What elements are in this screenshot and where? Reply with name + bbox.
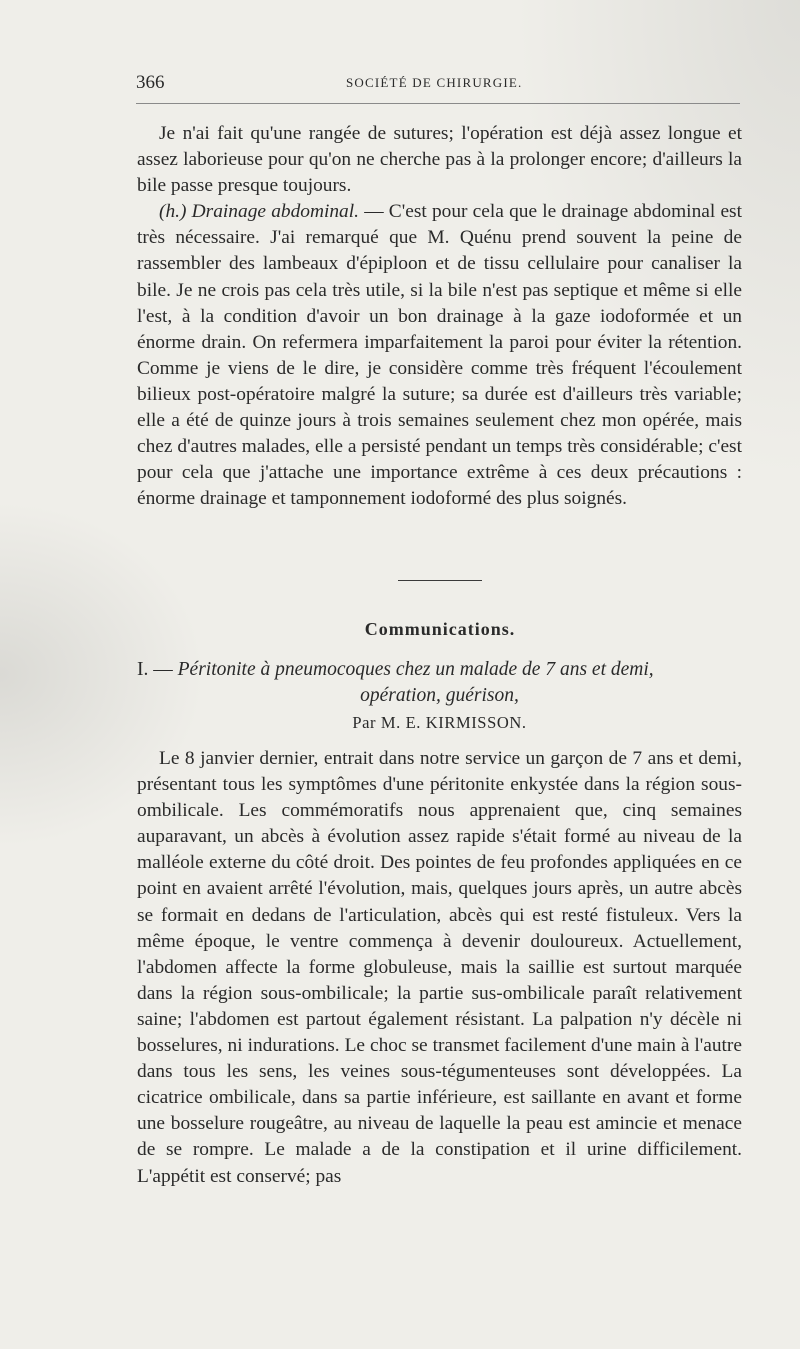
article-title-line2: opération, guérison, [360,685,519,706]
article-title-line1 [137,657,742,683]
page-header [136,72,740,102]
page-number: 366 [136,72,165,93]
paragraph-drainage [137,199,742,512]
running-head: SOCIÉTÉ DE CHIRURGIE. [346,75,523,90]
article-body [137,746,742,1190]
subsection-label: (h.) [159,201,187,223]
subsection-heading: Drainage abdominal. [191,201,359,223]
article-number: I. — [137,659,178,680]
header-rule [136,103,740,104]
section-heading: Communications. [364,619,516,639]
paragraph-case: Le 8 janvier dernier, entrait dans notre service un garçon de 7 ans et demi, présentant tous les symptômes d'une péritonite enkystée dans la région sous-ombilicale. Les commémoratifs nous apprenaient que, cinq semaines auparavant, un abcès à évolution assez rapide s'était formé au niveau de la malléole externe du côté droit. Des pointes de feu profondes appliquées en ce point en avaient arrêté l'évolution, mais, quelques jours après, un autre abcès se formait en dedans de l'articulation, abcès qui est resté fistuleux. Vers la même époque, le ventre commença à devenir douloureux. Actuellement, l'abdomen affecte la forme globuleuse, mais la saillie est surtout marquée dans la région sous-ombilicale; la partie sus-ombilicale paraît relativement saine; l'abdomen est partout également résistant. La palpation n'y décèle ni bosselures, ni indurations. Le choc se transmet facilement d'une main à l'autre dans tous les sens, les veines sous-tégumenteuses sont développées. La cicatrice ombilicale, dans sa partie inférieure, est saillante en avant et forme une bosselure rougeâtre, au niveau de laquelle la peau est amincie et menace de se rompre. Le malade a de la constipation et il urine difficilement. L'appétit est conservé; pas [137,748,742,1187]
section-separator [398,580,482,581]
continued-text [137,121,742,512]
subsection-body: — C'est pour cela que le drainage abdominal est très nécessaire. J'ai remarqué que M. Quénu prend souvent la peine de rassembler des lambeaux d'épiploon et de tissu cellulaire pour canaliser la bile. Je ne crois pas cela très utile, si la bile n'est pas septique et même si elle l'est, à la condition d'avoir un bon drainage à la gaze iodoformée et un énorme drain. On refermera imparfaitement la paroi pour éviter la rétention. Comme je viens de le dire, je considère comme très fréquent l'écoulement bilieux post-opératoire malgré la suture; sa durée est d'ailleurs très variable; elle a été de quinze jours à trois semaines seulement chez mon opérée, mais chez d'autres malades, elle a persisté pendant un temps très considérable; c'est pour cela que j'attache une importance extrême à ces deux précautions : énorme drainage et tamponnement iodoformé des plus soignés. [137,201,742,510]
article-title-text: Péritonite à pneumocoques chez un malade de 7 ans et demi, [177,659,654,680]
paragraph-sutures: Je n'ai fait qu'une rangée de sutures; l'opération est déjà assez longue et assez laborieuse pour qu'on ne cherche pas à la prolonger encore; d'ailleurs la bile passe presque toujours. [137,123,742,197]
article-author: Par M. E. KIRMISSON. [352,713,527,732]
